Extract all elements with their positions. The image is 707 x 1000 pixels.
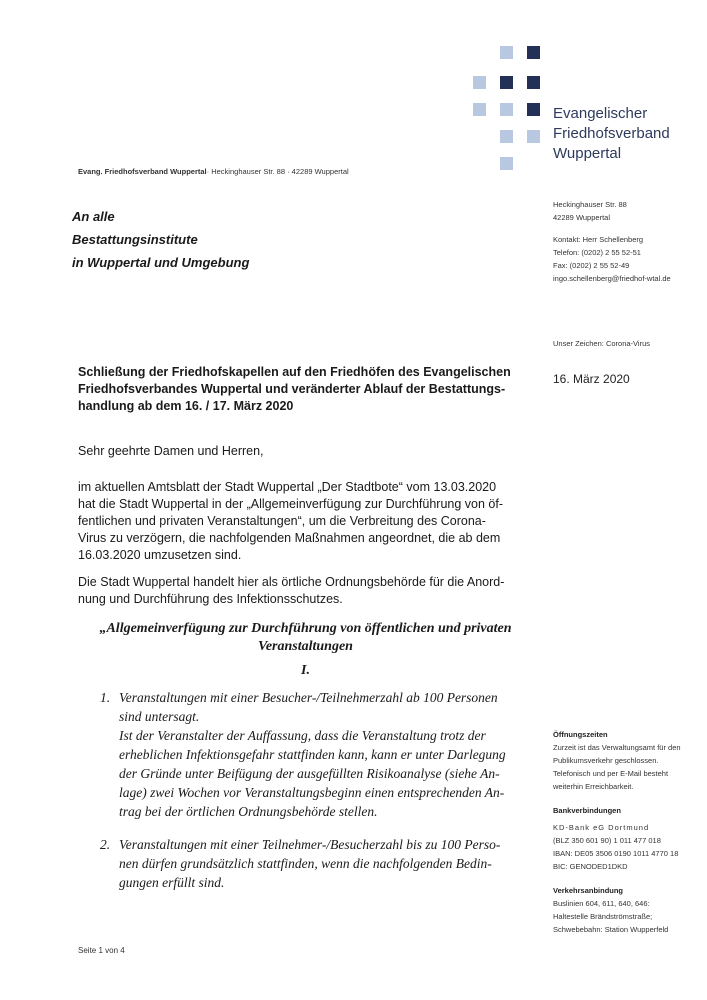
p1-line5: 16.03.2020 umzusetzen sind. (78, 548, 242, 562)
sender-org: Evang. Friedhofsverband Wuppertal (78, 167, 207, 176)
item1-line4: erheblichen Infektionsgefahr stattfinden kann, kann er unter Darlegung (119, 747, 506, 762)
contact-street: Heckinghauser Str. 88 (553, 200, 627, 209)
bank-line4: BIC: GENODED1DKD (553, 862, 628, 871)
quote-title-line1: „Allgemeinverfügung zur Durchführung von öffentlichen und privaten (99, 621, 512, 636)
p1-line1: im aktuellen Amtsblatt der Stadt Wuppertal „Der Stadtbote“ vom 13.03.2020 (78, 480, 497, 494)
recipient-line1: An alle (72, 209, 115, 224)
opening-hours-line1: Zurzeit ist das Verwaltungsamt für den (553, 743, 681, 752)
subject-line1: Schließung der Friedhofskapellen auf den Friedhöfen des Evangelischen (78, 365, 511, 379)
item2-line1: Veranstaltungen mit einer Teilnehmer-/Besucherzahl bis zu 100 Perso- (119, 837, 501, 852)
org-name-line2: Friedhofsverband (553, 125, 670, 142)
contact-fax: Fax: (0202) 2 55 52-49 (553, 261, 630, 270)
transit-line3: Schwebebahn: Station Wupperfeld (553, 925, 669, 934)
item1-line1: Veranstaltungen mit einer Besucher-/Teilnehmerzahl ab 100 Personen (119, 690, 498, 705)
bank-heading: Bankverbindungen (553, 806, 621, 815)
recipient-line3: in Wuppertal und Umgebung (72, 255, 250, 270)
list-item-number: 1. (100, 690, 111, 705)
org-name-line3: Wuppertal (553, 145, 622, 162)
list-item-number: 2. (100, 837, 111, 852)
list-item (100, 835, 532, 892)
item2-line2: nen dürfen grundsätzlich stattfinden, wenn die nachfolgenden Bedin- (119, 856, 492, 871)
bank-line3: IBAN: DE05 3506 0190 1011 4770 18 (553, 849, 679, 858)
reference-line: Unser Zeichen: Corona-Virus (553, 339, 650, 348)
recipient-line2: Bestattungsinstitute (72, 232, 198, 247)
p1-line2: hat die Stadt Wuppertal in der „Allgemeinverfügung zur Durchführung von öf- (78, 497, 504, 511)
bank-line1: KD-Bank eG Dortmund (553, 823, 650, 832)
transit-heading: Verkehrsanbindung (553, 886, 624, 895)
sender-line (78, 167, 349, 176)
opening-hours-line2: Publikumsverkehr geschlossen. (553, 756, 659, 765)
subject-line3: handlung ab dem 16. / 17. März 2020 (78, 399, 294, 413)
p1-line4: Virus zu verzögern, die nachfolgenden Maßnahmen angeordnet, die ab dem (78, 531, 501, 545)
opening-hours-line4: weiterhin Erreichbarkeit. (553, 782, 634, 791)
page-number: Seite 1 von 4 (78, 946, 125, 955)
opening-hours-heading: Öffnungszeiten (553, 730, 608, 739)
opening-hours (553, 728, 681, 793)
item1-line5: der Gründe unter Beifügung der ausgefüllten Risikoanalyse (siehe An- (119, 766, 500, 781)
quote-title (78, 620, 533, 656)
subject-heading (78, 364, 533, 415)
opening-hours-line3: Telefonisch und per E-Mail besteht (553, 769, 669, 778)
quote-section-number: I. (301, 663, 310, 678)
contact-city: 42289 Wuppertal (553, 213, 610, 222)
sender-address: · Heckinghauser Str. 88 · 42289 Wuppertal (206, 167, 349, 176)
p1-line3: fentlichen und privaten Veranstaltungen“, um die Verbreitung des Corona- (78, 514, 486, 528)
recipient-block (72, 205, 249, 274)
bank-details (553, 804, 678, 873)
paragraph-2 (78, 574, 536, 608)
item1-line2: sind untersagt. (119, 709, 200, 724)
transit-line2: Haltestelle Brändströmstraße; (553, 912, 653, 921)
item1-line3: Ist der Veranstalter der Auffassung, dass die Veranstaltung trotz der (119, 728, 486, 743)
subject-line2: Friedhofsverbandes Wuppertal und veränderter Ablauf der Bestattungs- (78, 382, 506, 396)
paragraph-1 (78, 479, 536, 564)
bank-line2: (BLZ 350 601 90) 1 011 477 018 (553, 836, 661, 845)
transit-info (553, 884, 668, 936)
p2-line2: nung und Durchführung des Infektionsschutzes. (78, 592, 343, 606)
salutation: Sehr geehrte Damen und Herren, (78, 444, 264, 458)
transit-line1: Buslinien 604, 611, 640, 646: (553, 899, 650, 908)
letter-date: 16. März 2020 (553, 372, 630, 386)
quote-title-line2: Veranstaltungen (258, 639, 353, 654)
item1-line7: trag bei der örtlichen Ordnungsbehörde stellen. (119, 804, 378, 819)
item1-line6: lage) zwei Wochen vor Veranstaltungsbeginn einen entsprechenden An- (119, 785, 505, 800)
item2-line3: gungen erfüllt sind. (119, 875, 225, 890)
p2-line1: Die Stadt Wuppertal handelt hier als örtliche Ordnungsbehörde für die Anord- (78, 575, 505, 589)
logo-mark (470, 46, 540, 176)
contact-block (553, 198, 671, 285)
list-item (100, 688, 532, 821)
org-name (553, 104, 670, 164)
contact-person: Kontakt: Herr Schellenberg (553, 235, 644, 244)
contact-email[interactable]: ingo.schellenberg@friedhof-wtal.de (553, 274, 671, 283)
contact-phone: Telefon: (0202) 2 55 52-51 (553, 248, 641, 257)
org-name-line1: Evangelischer (553, 105, 648, 122)
